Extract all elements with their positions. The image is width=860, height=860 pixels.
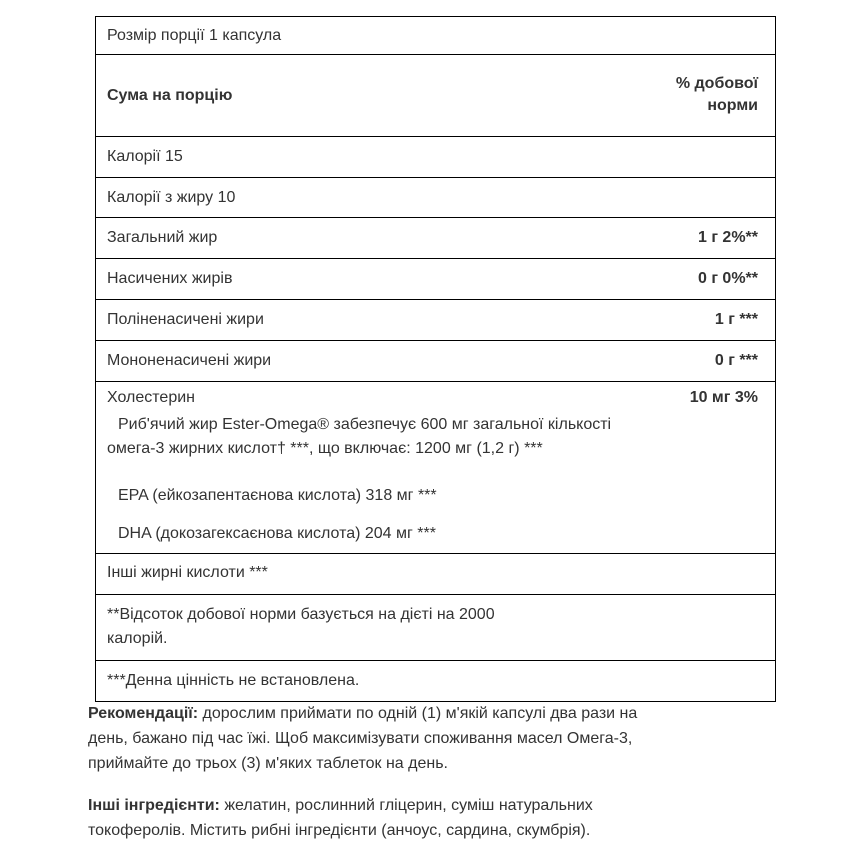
nutrient-value: 1 г 2%** xyxy=(697,229,758,246)
ingredients-line2: токоферолів. Містить рибні інгредієнти (анчоус, сардина, скумбрія). xyxy=(88,822,591,839)
nutrient-name: Мононенасичені жири xyxy=(107,352,272,369)
serving-size-text: Розмір порції 1 капсула xyxy=(107,27,282,44)
nutrient-row-polyunsaturated-fat xyxy=(96,300,775,341)
nutrient-row-monounsaturated-fat xyxy=(96,341,775,382)
daily-value-footnote-row xyxy=(96,595,775,661)
not-established-footnote: ***Денна цінність не встановлена. xyxy=(107,672,360,689)
nutrient-row-fat-calories xyxy=(96,178,775,218)
daily-value-header-line1: % добової xyxy=(675,75,758,92)
supplement-facts-table xyxy=(95,16,776,702)
nutrient-name: Насичених жирів xyxy=(107,270,233,287)
ingredients-paragraph xyxy=(88,793,768,843)
nutrient-name: Загальний жир xyxy=(107,229,218,246)
dha-line: DHA (докозагексаєнова кислота) 204 мг *** xyxy=(118,525,436,542)
nutrient-name: Калорії 15 xyxy=(107,148,183,165)
nutrient-name: Холестерин xyxy=(107,389,195,406)
table-header-row xyxy=(96,55,775,137)
nutrient-value: 0 г *** xyxy=(714,352,758,369)
nutrient-name: Калорії з жиру 10 xyxy=(107,189,236,206)
serving-size-row xyxy=(96,16,775,55)
nutrient-row-saturated-fat xyxy=(96,259,775,300)
recommendations-line1: дорослим приймати по одній (1) м'якій капсулі два рази на xyxy=(198,705,638,722)
daily-value-footnote-line1: **Відсоток добової норми базується на дієті на 2000 xyxy=(107,606,495,623)
nutrient-name: Поліненасичені жири xyxy=(107,311,264,328)
fish-oil-line2: омега-3 жирних кислот† ***, що включає: 1200 мг (1,2 г) *** xyxy=(107,440,543,457)
other-fatty-acids-text: Інші жирні кислоти *** xyxy=(107,564,268,581)
recommendations-label: Рекомендації: xyxy=(88,705,199,722)
nutrient-value: 1 г *** xyxy=(714,311,758,328)
recommendations-line2: день, бажано під час їжі. Щоб максимізувати споживання масел Омега-3, xyxy=(88,730,633,747)
nutrient-row-total-fat xyxy=(96,218,775,259)
ingredients-label: Інші інгредієнти: xyxy=(88,797,220,814)
daily-value-footnote-line2: калорій. xyxy=(107,630,168,647)
other-fatty-acids-row xyxy=(96,554,775,595)
ingredients-line1: желатин, рослинний гліцерин, суміш натуральних xyxy=(219,797,593,814)
recommendations-paragraph xyxy=(88,701,768,776)
recommendations-line3: приймайте до трьох (3) м'яких таблеток на день. xyxy=(88,755,448,772)
daily-value-header-line2: норми xyxy=(707,97,758,114)
nutrient-value: 0 г 0%** xyxy=(697,270,758,287)
not-established-footnote-row xyxy=(96,661,775,702)
fish-oil-line1: Риб'ячий жир Ester-Omega® забезпечує 600 мг загальної кількості xyxy=(118,416,612,433)
nutrient-row-calories xyxy=(96,137,775,178)
epa-line: EPA (ейкозапентаєнова кислота) 318 мг *** xyxy=(118,487,437,504)
cholesterol-and-fish-oil-section xyxy=(96,382,775,554)
nutrient-value: 10 мг 3% xyxy=(689,389,758,406)
amount-per-serving-header: Сума на порцію xyxy=(107,87,233,104)
